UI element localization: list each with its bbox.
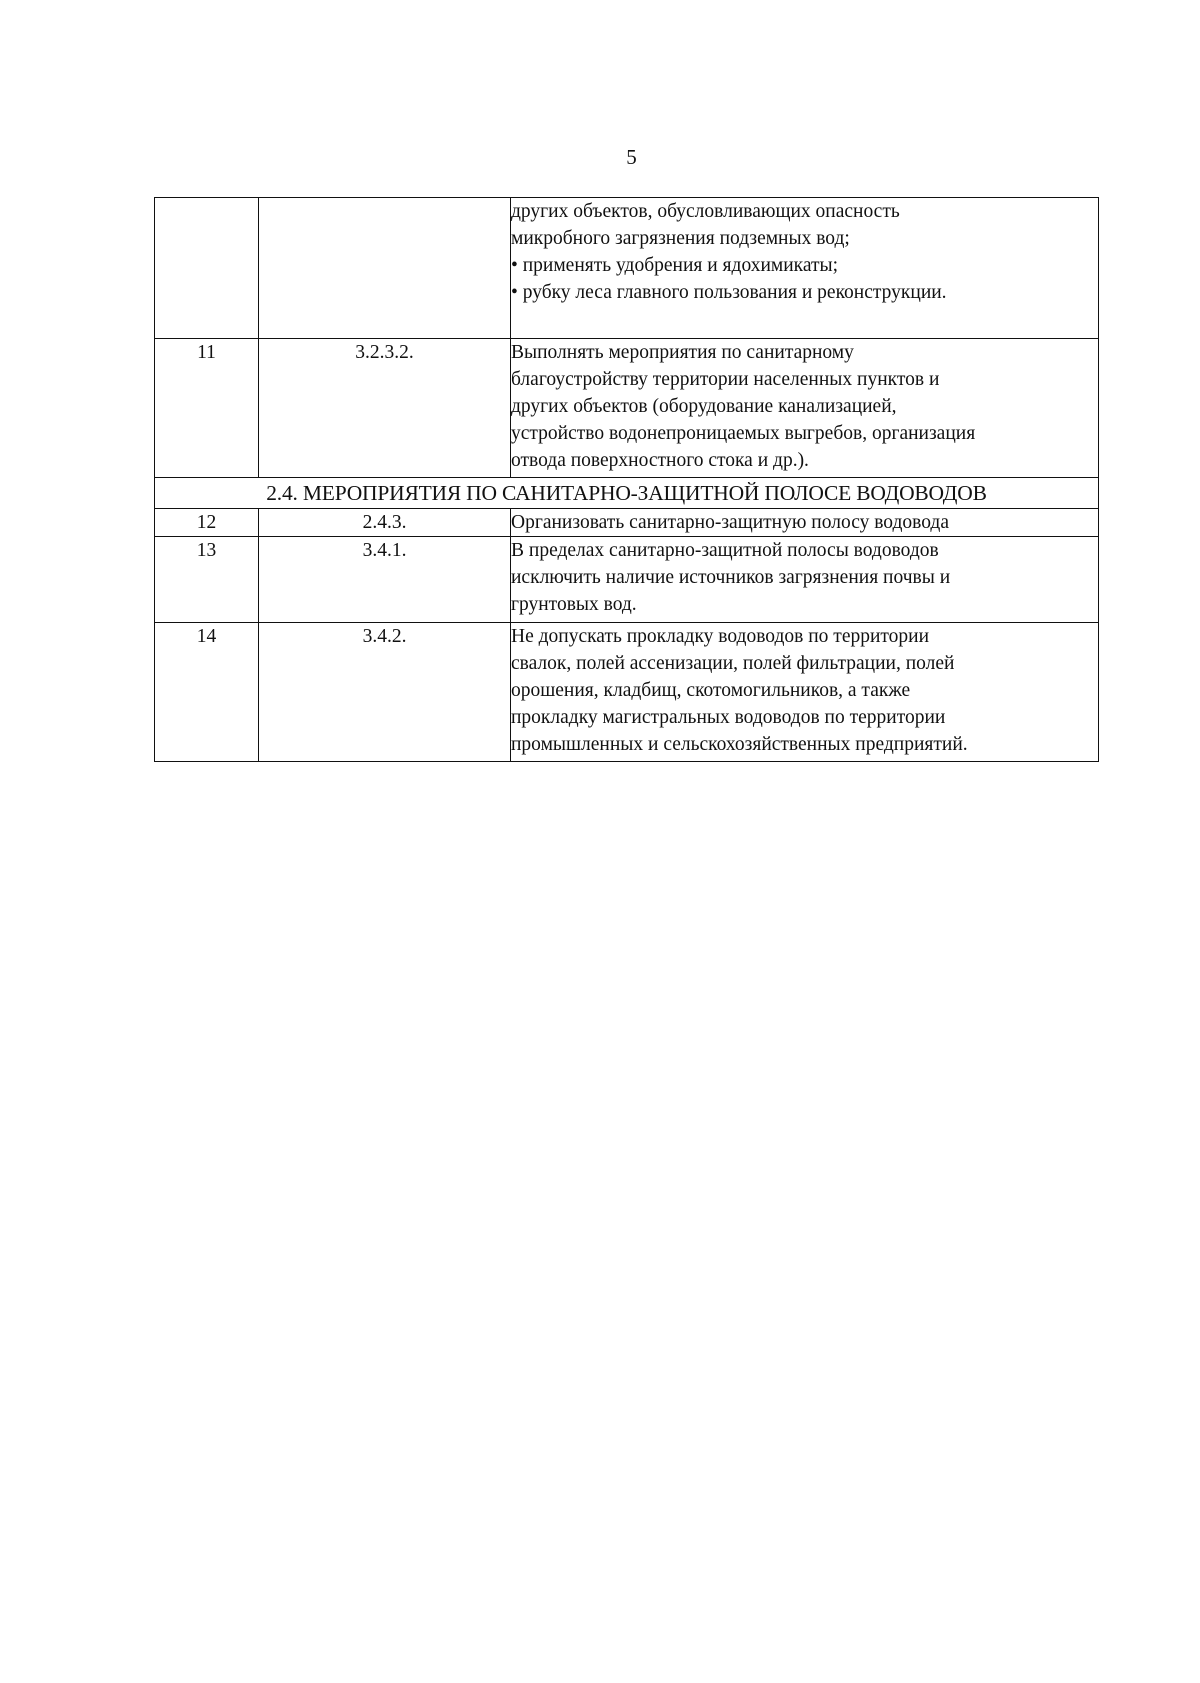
text-line: свалок, полей ассенизации, полей фильтрации, полей: [511, 653, 955, 674]
clause-reference-cell: 3.2.3.2.: [259, 339, 511, 478]
row-number-cell: 13: [155, 537, 259, 623]
row-number-cell: 14: [155, 623, 259, 762]
table-row: [155, 339, 1099, 478]
table-row: [155, 537, 1099, 623]
row-number-cell: 12: [155, 509, 259, 537]
clause-reference-cell: 3.4.1.: [259, 537, 511, 623]
measure-text-cell: [511, 623, 1099, 762]
text-line: промышленных и сельскохозяйственных предприятий.: [511, 734, 968, 755]
table-row: [155, 623, 1099, 762]
measure-text-cell: [511, 537, 1099, 623]
section-heading: 2.4. МЕРОПРИЯТИЯ ПО САНИТАРНО-ЗАЩИТНОЙ ПОЛОСЕ ВОДОВОДОВ: [155, 478, 1099, 509]
text-line: орошения, кладбищ, скотомогильников, а также: [511, 680, 911, 701]
row-number-cell: [155, 198, 259, 339]
text-line: Выполнять мероприятия по санитарному: [511, 342, 854, 363]
text-line: Не допускать прокладку водоводов по территории: [511, 626, 930, 647]
measure-text-cell: [511, 198, 1099, 339]
measures-table: [154, 197, 1099, 762]
clause-reference-cell: 2.4.3.: [259, 509, 511, 537]
measure-text-cell: [511, 339, 1099, 478]
text-line: грунтовых вод.: [511, 594, 637, 615]
text-line: микробного загрязнения подземных вод;: [511, 228, 850, 249]
row-number-cell: 11: [155, 339, 259, 478]
text-line: исключить наличие источников загрязнения почвы и: [511, 567, 951, 588]
clause-reference-cell: 3.4.2.: [259, 623, 511, 762]
table-row: [155, 509, 1099, 537]
text-line: В пределах санитарно-защитной полосы водоводов: [511, 540, 939, 561]
page-number: 5: [626, 145, 637, 169]
text-line: устройство водонепроницаемых выгребов, организация: [511, 423, 976, 444]
table-row: [155, 198, 1099, 339]
text-line: других объектов, обусловливающих опасность: [511, 201, 900, 222]
text-line: отвода поверхностного стока и др.).: [511, 450, 809, 471]
text-line: • применять удобрения и ядохимикаты;: [511, 255, 839, 276]
section-heading-row: [155, 478, 1099, 509]
text-line: других объектов (оборудование канализацией,: [511, 396, 897, 417]
text-line: Организовать санитарно-защитную полосу водовода: [511, 512, 949, 533]
measure-text-cell: [511, 509, 1099, 537]
text-line: благоустройству территории населенных пунктов и: [511, 369, 940, 390]
text-line: • рубку леса главного пользования и реконструкции.: [511, 282, 947, 303]
text-line: прокладку магистральных водоводов по территории: [511, 707, 946, 728]
clause-reference-cell: [259, 198, 511, 339]
